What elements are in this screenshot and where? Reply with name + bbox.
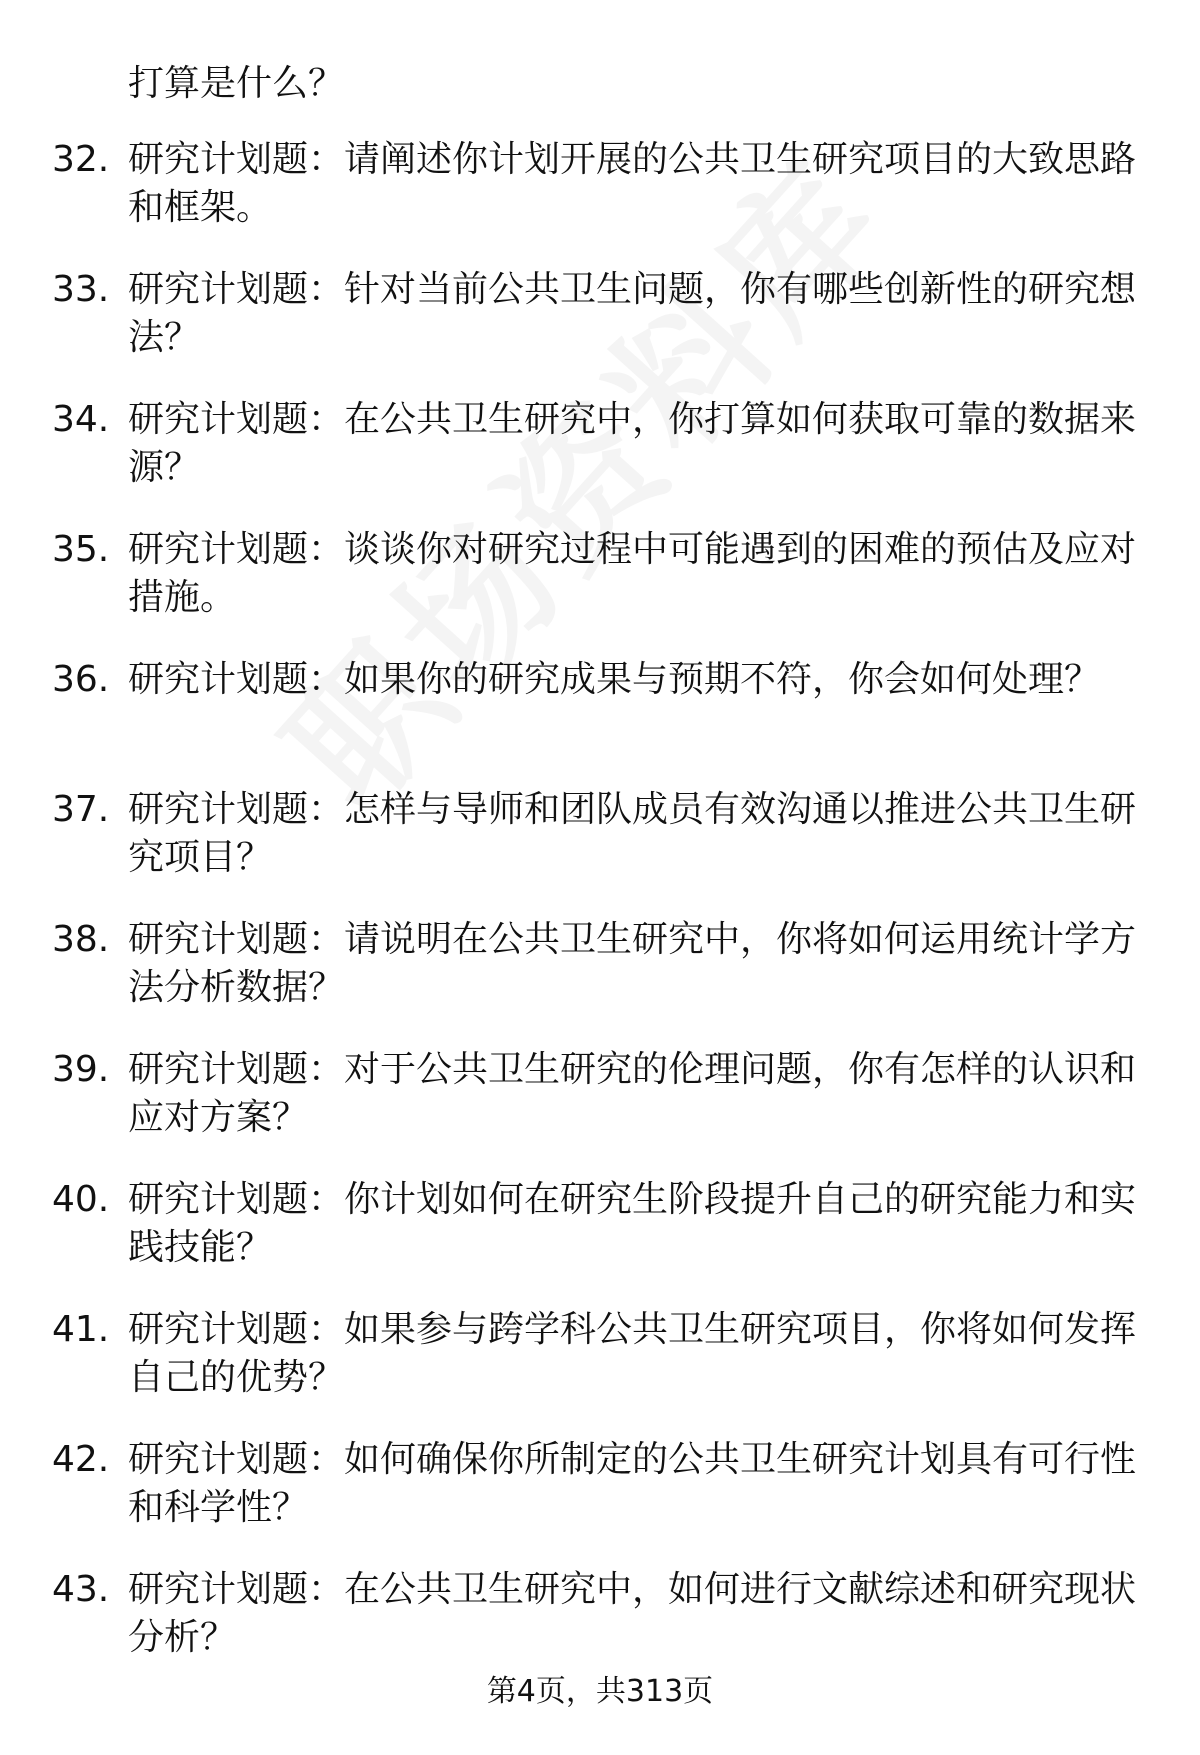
question-text: 研究计划题：如果参与跨学科公共卫生研究项目，你将如何发挥自己的优势？ (128, 1309, 1137, 1398)
question-number: 43. (52, 1569, 110, 1610)
question-item (0, 1046, 1200, 1176)
question-text: 研究计划题：请说明在公共卫生研究中，你将如何运用统计学方法分析数据？ (128, 919, 1137, 1008)
question-number: 38. (52, 919, 110, 960)
question-text: 研究计划题：怎样与导师和团队成员有效沟通以推进公共卫生研究项目？ (128, 789, 1137, 878)
question-text: 研究计划题：你计划如何在研究生阶段提升自己的研究能力和实践技能？ (128, 1179, 1137, 1268)
question-number: 36. (52, 659, 110, 700)
question-text: 研究计划题：在公共卫生研究中，如何进行文献综述和研究现状分析？ (128, 1569, 1137, 1658)
question-text: 研究计划题：如何确保你所制定的公共卫生研究计划具有可行性和科学性？ (128, 1439, 1137, 1528)
question-number: 37. (52, 789, 110, 830)
question-item (0, 916, 1200, 1046)
question-item (0, 266, 1200, 396)
question-number: 33. (52, 269, 110, 310)
question-text: 研究计划题：针对当前公共卫生问题，你有哪些创新性的研究想法？ (128, 269, 1137, 358)
question-item (0, 1176, 1200, 1306)
question-number: 35. (52, 529, 110, 570)
question-text: 研究计划题：对于公共卫生研究的伦理问题，你有怎样的认识和应对方案？ (128, 1049, 1137, 1138)
page-footer: 第4页，共313页 (486, 1674, 714, 1709)
question-item (0, 1306, 1200, 1436)
question-text: 研究计划题：在公共卫生研究中，你打算如何获取可靠的数据来源？ (128, 399, 1137, 488)
question-list (0, 136, 1200, 1696)
question-number: 32. (52, 139, 110, 180)
question-text: 研究计划题：如果你的研究成果与预期不符，你会如何处理？ (128, 659, 1101, 700)
question-number: 39. (52, 1049, 110, 1090)
question-text: 研究计划题：请阐述你计划开展的公共卫生研究项目的大致思路和框架。 (128, 139, 1137, 228)
question-number: 42. (52, 1439, 110, 1480)
continuation-text: 打算是什么？ (128, 63, 345, 104)
question-item (0, 656, 1200, 786)
question-item (0, 526, 1200, 656)
question-number: 40. (52, 1179, 110, 1220)
question-number: 41. (52, 1309, 110, 1350)
question-item (0, 136, 1200, 266)
question-number: 34. (52, 399, 110, 440)
question-item (0, 396, 1200, 526)
question-text: 研究计划题：谈谈你对研究过程中可能遇到的困难的预估及应对措施。 (128, 529, 1137, 618)
question-item (0, 1436, 1200, 1566)
question-item (0, 786, 1200, 916)
